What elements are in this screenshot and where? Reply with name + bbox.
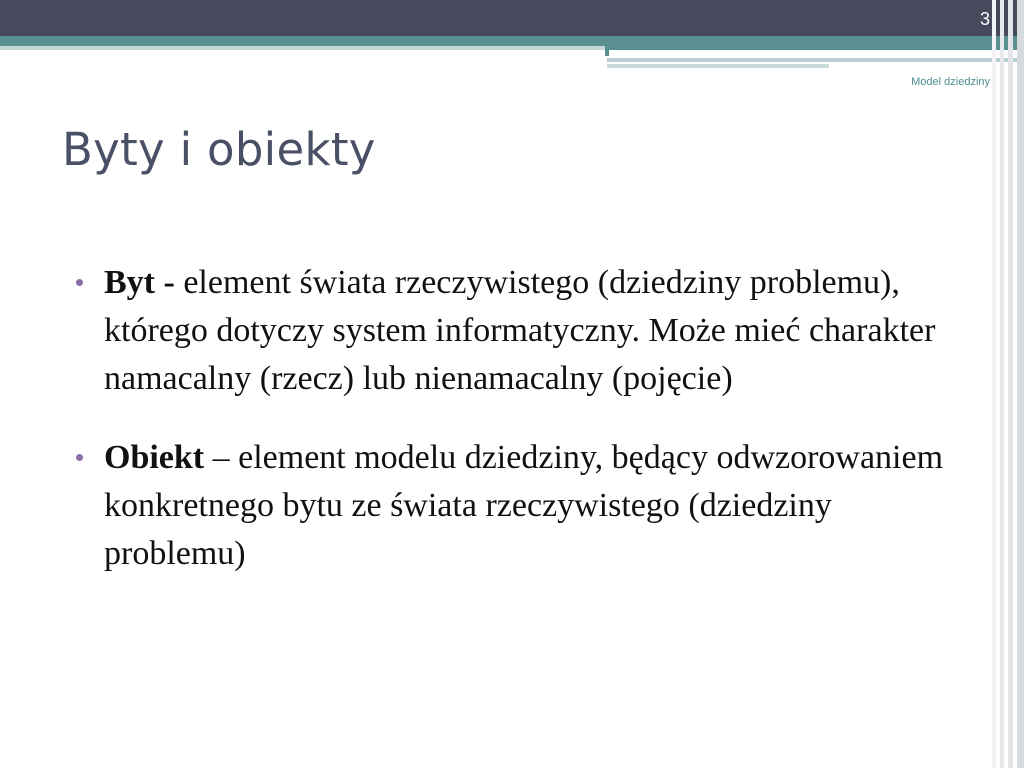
right-edge-stripe [1017, 0, 1024, 768]
header-bracket-gap [609, 50, 1024, 58]
bullet-text: – element modelu dziedziny, będący odwzorowaniem konkretnego bytu ze świata rzeczywistego (dziedziny problemu) [104, 439, 944, 572]
right-edge-stripe [1000, 0, 1004, 768]
header-light-line-short [607, 64, 829, 68]
right-edge-stripe [1008, 0, 1013, 768]
bullet-list [70, 259, 970, 609]
slide-number: 3 [979, 9, 990, 29]
section-label: Model dziedziny [911, 76, 990, 88]
right-edge-stripe [992, 0, 996, 768]
header-pale-line [0, 46, 605, 50]
bullet-term: Byt - [104, 264, 175, 301]
bullet-item [70, 259, 970, 403]
header-band [0, 0, 1024, 36]
bullet-marker [76, 279, 83, 286]
slide-title: Byty i obiekty [62, 123, 376, 176]
header-accent-line [0, 36, 1024, 46]
bullet-text: element świata rzeczywistego (dziedziny problemu), którego dotyczy system informatyczny. Może mieć charakter namacalny (rzecz) lub nienamacalny (pojęcie) [104, 264, 936, 397]
bullet-term: Obiekt [104, 439, 205, 476]
bullet-marker [76, 454, 83, 461]
header-light-line [607, 58, 1024, 62]
bullet-item [70, 434, 970, 578]
